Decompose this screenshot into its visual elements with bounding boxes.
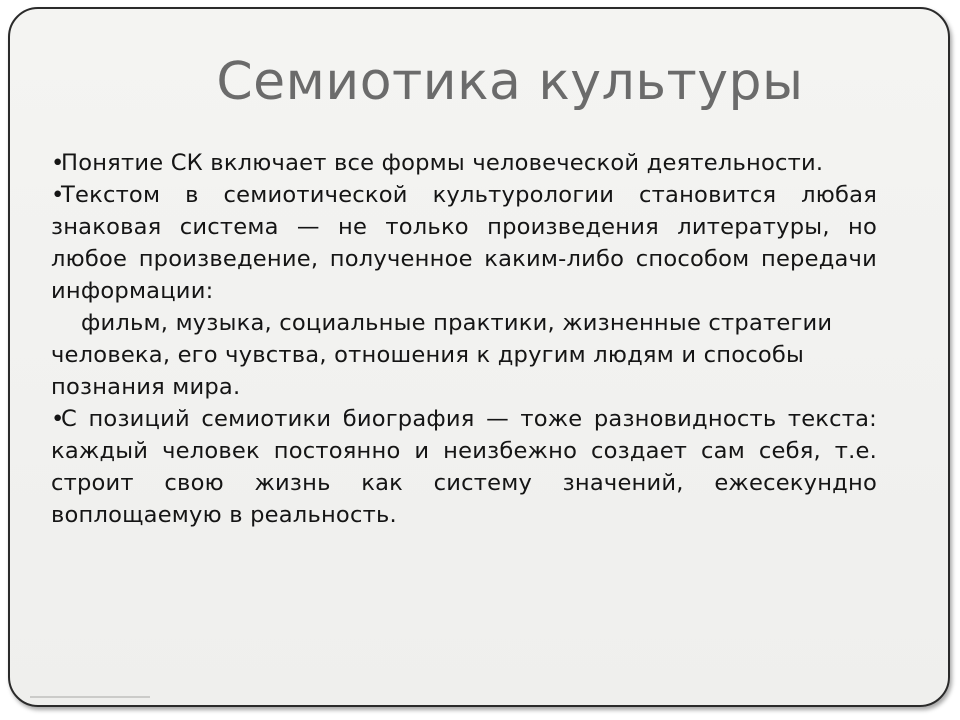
bullet-marker: • [51, 182, 65, 208]
slide-body [51, 147, 877, 531]
bullet-text: Понятие СК включает все формы человеческой деятельности. [61, 150, 824, 176]
bullet-item-3 [51, 403, 877, 531]
bullet-marker: • [51, 150, 65, 176]
continuation-text: фильм, музыка, социальные практики, жизненные стратегии человека, его чувства, отношения к другим людям и способы познания мира. [51, 310, 833, 400]
bullet-continuation [51, 307, 877, 403]
bullet-item-1 [51, 147, 877, 179]
slide-title: Семиотика культуры [216, 52, 804, 112]
bullet-item-2 [51, 179, 877, 307]
bullet-text: С позиций семиотики биография — тоже разновидность текста: каждый человек постоянно и неизбежно создает сам себя, т.е. строит свою жизнь как систему значений, ежесекундно воплощаемую в реальность. [51, 406, 877, 528]
frame-shadow [30, 696, 150, 698]
bullet-marker: • [51, 406, 65, 432]
bullet-text: Текстом в семиотической культурологии становится любая знаковая система — не только произведения литературы, но любое произведение, полученное каким-либо способом передачи информации: [51, 182, 877, 304]
